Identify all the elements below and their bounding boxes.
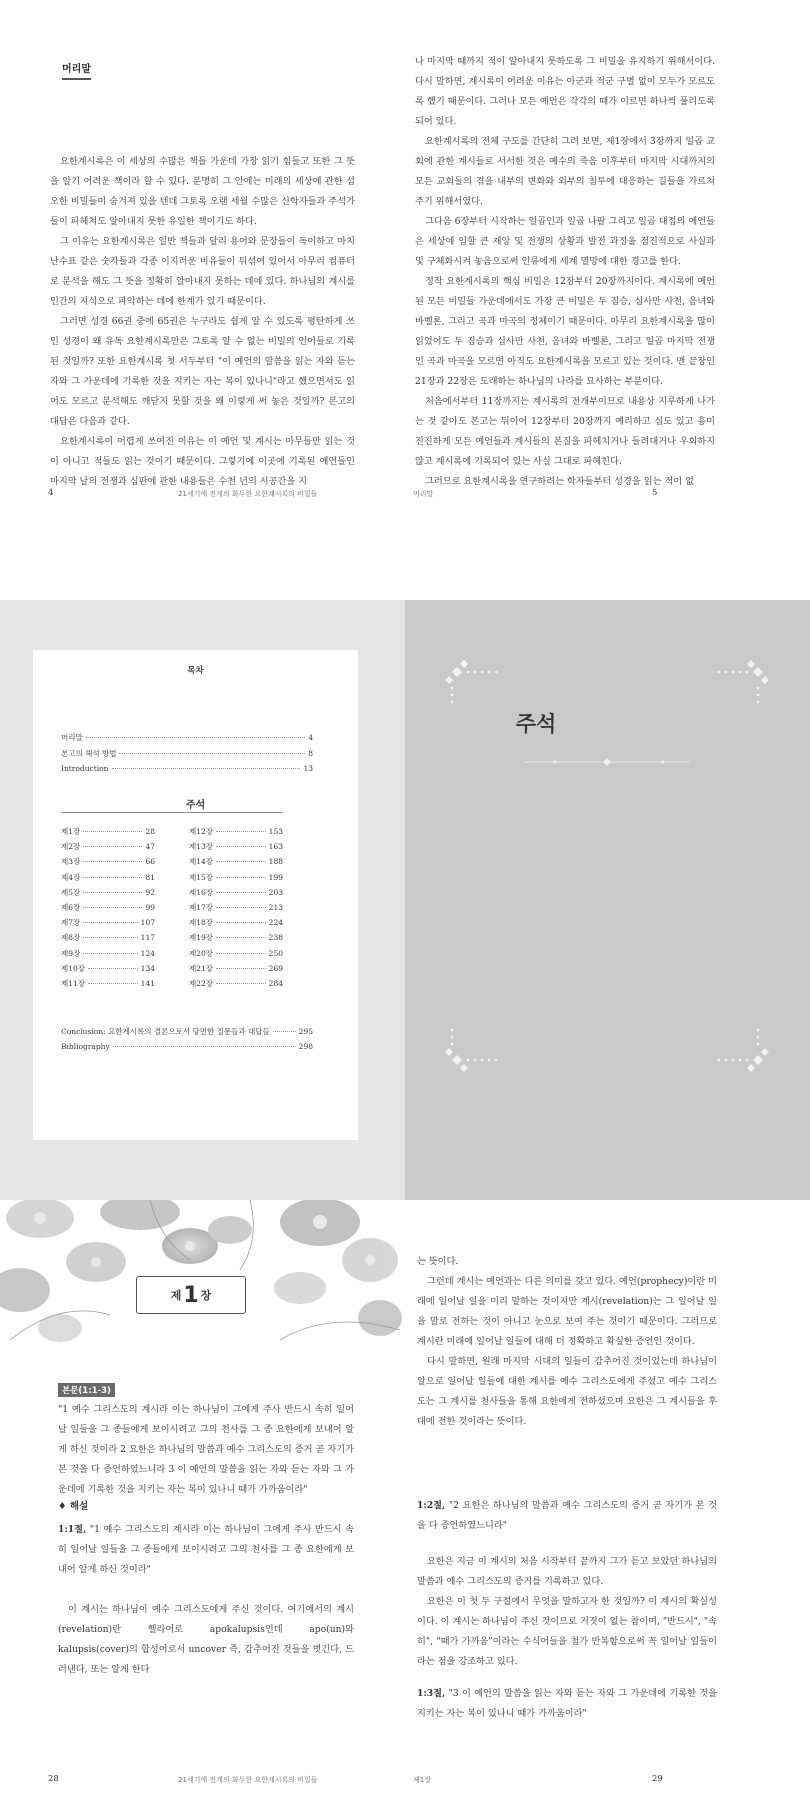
- verse-1-commentary: [58, 1520, 354, 1580]
- toc-entry-page: 8: [308, 749, 313, 758]
- toc-entry-label: 제2장: [61, 842, 81, 852]
- dot-leader: [216, 845, 266, 847]
- toc-entry-label: 제1장: [61, 827, 81, 836]
- corner-ornament-icon: [445, 660, 497, 703]
- running-title: 21세기에 전개의 화두한 요한계시록의 비밀들: [178, 490, 318, 498]
- dot-leader: [86, 736, 305, 738]
- paragraph: 요한은 지금 이 계시의 처음 시작부터 끝까지 그가 듣고 보았던 하나님의 말씀과 예수 그리스도의 증거를 기록하고 있다.: [417, 1556, 717, 1587]
- ornamental-frame: [405, 600, 810, 1200]
- page-preface-right: [405, 0, 810, 600]
- toc-chapter-entry[interactable]: [189, 856, 283, 867]
- dot-leader: [83, 860, 142, 862]
- toc-entry-label: 제19장: [189, 933, 214, 943]
- toc-entry[interactable]: [61, 748, 313, 759]
- toc-entry-page: 213: [268, 903, 283, 912]
- corner-ornament-icon: [718, 660, 769, 703]
- dot-leader: [216, 982, 266, 984]
- corner-ornament-icon: [445, 1029, 497, 1072]
- dot-leader: [216, 952, 266, 954]
- toc-chapter-entry[interactable]: [61, 902, 155, 913]
- toc-entry-label: 제18장: [189, 918, 214, 928]
- toc-entry-page: 284: [268, 979, 283, 988]
- toc-entry-label: Bibliography: [61, 1042, 110, 1051]
- toc-entry-page: 224: [268, 918, 283, 928]
- toc-entry-page: 141: [140, 979, 155, 988]
- dot-leader: [83, 891, 142, 893]
- paragraph: 그다음 6장부터 시작하는 일곱인과 일곱 나팔 그리고 일곱 대접의 예언들은 세상에 임할 큰 재앙 및 전쟁의 상황과 발전 과정을 점진적으로 사실과 및 구체화시켜 놓음으로써 인류에게 세계 멸망에 대한 경고를 한다.: [415, 216, 715, 267]
- toc-entry-label: 제4장: [61, 872, 81, 882]
- paragraph: 요한은 이 첫 두 구절에서 무엇을 말하고자 한 것일까? 이 계시의 확실성이다. 이 계시는 하나님이 주신 것이므로 거짓이 없는 참이며, "반드시", "속히", "때가 가까움"이라는 수식어들을 첨가 반복함으로써 꼭 일어날 일들이라는 점을 강조하고 있다.: [417, 1596, 717, 1667]
- dot-leader: [83, 952, 137, 954]
- toc-chapter-entry[interactable]: [61, 978, 155, 989]
- paragraph: 요한계시록의 전체 구도를 간단히 그려 보면, 제1장에서 3장까지 일곱 교회에 관한 계시들로 서서한 것은 예수의 죽음 이후부터 마지막 시대까지의 모든 교회들의 겪을 내부의 변화와 외부의 침투에 대응하는 길들을 가르쳐 주기 위해서였다.: [415, 136, 715, 207]
- dot-leader: [113, 1045, 296, 1047]
- scripture-label: [58, 1378, 115, 1397]
- toc-chapter-entry[interactable]: [61, 841, 155, 852]
- toc-entry-page: 203: [268, 887, 283, 897]
- verse-label: 1:2절,: [417, 1500, 446, 1511]
- page-section-divider: [405, 600, 810, 1200]
- toc-entry-page: 47: [145, 842, 155, 852]
- toc-entry-page: 298: [298, 1042, 313, 1051]
- paragraph: 그러면 성경 66권 중에 65권은 누구라도 쉽게 알 수 있도록 평탄하게 쓰인 성경이 왜 유독 요한계시록만은 그토록 알 수 없는 비밀의 언어들로 기록된 것일까? 또한 요한계시록 첫 서두부터 "이 예언의 말씀을 읽는 자와 듣는 자와 그 가운데에 기록한 것을 지키는 자는 복이 있나니"라고 했으면서도 읽어도 모르고 분석해도 깨닫지 못할 것을 왜 이렇게 써 놓은 것일까? 본고의 대답은 다음과 같다.: [50, 316, 355, 427]
- toc-entry-label: 제10장: [61, 963, 86, 973]
- toc-chapter-entry[interactable]: [189, 902, 283, 913]
- dot-leader: [83, 845, 142, 847]
- toc-entry-page: 92: [145, 887, 155, 897]
- toc-entry-page: 134: [140, 963, 155, 973]
- dot-leader: [83, 906, 142, 908]
- toc-entry-label: 제12장: [189, 827, 214, 836]
- toc-chapter-entry[interactable]: [189, 932, 283, 943]
- page-preface-left: [0, 0, 405, 600]
- toc-entry-label: 제20장: [189, 948, 214, 958]
- toc-entry[interactable]: [61, 1026, 313, 1037]
- toc-entry-label: 제9장: [61, 948, 81, 958]
- dot-leader: [112, 767, 301, 769]
- toc-chapter-entry[interactable]: [189, 963, 283, 974]
- toc-chapter-entry[interactable]: [189, 841, 283, 852]
- toc-entry-page: 66: [145, 857, 155, 867]
- toc-chapter-entry[interactable]: [61, 932, 155, 943]
- toc-chapter-entry[interactable]: [189, 948, 283, 959]
- toc-entry-page: 124: [140, 948, 155, 958]
- running-title: 머리말: [413, 490, 434, 498]
- toc-entry-page: 238: [268, 933, 283, 943]
- toc-entry-page: 107: [140, 918, 155, 928]
- preface-heading: 머리말: [62, 60, 91, 80]
- toc-entry-label: 제21장: [189, 963, 214, 973]
- paragraph: 는 뜻이다.: [417, 1256, 459, 1267]
- toc-entry-label: 제22장: [189, 979, 214, 988]
- toc-chapter-entry[interactable]: [189, 826, 283, 837]
- toc-entry-page: 199: [268, 872, 283, 882]
- dot-leader: [216, 860, 266, 862]
- toc-entry-label: 머리말: [61, 733, 83, 742]
- toc-entry[interactable]: [61, 1042, 313, 1051]
- dot-leader: [216, 936, 266, 938]
- commentary-heading: ♦ 해설: [58, 1501, 89, 1512]
- toc-chapter-entry[interactable]: [61, 917, 155, 928]
- dot-leader: [83, 921, 137, 923]
- corner-ornament-icon: [718, 1029, 769, 1072]
- page-chapter-1-continued: [405, 1200, 810, 1800]
- verse-text: "1 예수 그리스도의 계시라 이는 하나님이 그에게 주사 반드시 속히 일어날 일들을 그 종들에게 보이시려고 그의 천사를 그 종 요한에게 보내어 알게 하신 것이라": [58, 1524, 355, 1575]
- commentary-paragraph: 이 계시는 하나님이 예수 그리스도에게 주신 것이다. 여기에서의 계시(revelation)란 헬라어로 apokalupsis인데 apo(un)와 kalupsis(cover)의 합성어로서 uncover 즉, 감추어진 것들을 벗긴다, 드러낸다, 또는 알게 한다: [58, 1604, 354, 1675]
- paragraph: 그런데 계시는 예언과는 다른 의미를 갖고 있다. 예언(prophecy)이란 미래에 일어날 일을 미리 말하는 것이지만 계시(revelation)는 그 일어날 일을 말로 전하는 것이 아니고 눈으로 보여 주는 것이기 때문이다. 그러므로 계시란 미래에 일어날 일들에 대해 더 정확하고 확실한 증언인 것이다.: [417, 1276, 717, 1347]
- dot-leader: [216, 906, 266, 908]
- toc-entry-label: Introduction: [61, 764, 109, 773]
- toc-entry[interactable]: [61, 732, 313, 743]
- section-title: 주석: [515, 712, 557, 736]
- dot-leader: [216, 830, 266, 832]
- toc-chapter-entry[interactable]: [61, 948, 155, 959]
- toc-chapter-entry[interactable]: [61, 872, 155, 883]
- toc-entry-page: 188: [268, 857, 283, 867]
- verse-text: "3 이 예언의 말씀을 읽는 자와 듣는 자와 그 가운데에 기록한 것을 지키는 자는 복이 있나니 때가 가까움이라": [417, 1688, 718, 1719]
- paragraph: 처음에서부터 11장까지는 계시록의 전개부이므로 내용상 지루하게 나가는 것 같아도 본고는 뒤이어 12장부터 20장까지 예리하고 심도 있고 흥미진진하게 모든 예언들과 계시들의 본질을 파헤치거나 들려대거나 우회하지 않고 계시록에 기록되어 있는 사실 그대로 파헤친다.: [415, 396, 715, 467]
- toc-chapter-entry[interactable]: [61, 856, 155, 867]
- preface-body-left: [50, 152, 355, 492]
- floral-header-illustration: [0, 1200, 405, 1350]
- title-divider-line: [525, 758, 690, 766]
- toc-entry-label: 제13장: [189, 842, 214, 852]
- chapter-suffix: 장: [200, 1289, 212, 1302]
- dot-leader: [119, 752, 305, 754]
- toc-entry-label: 제16장: [189, 887, 214, 897]
- toc-entry-label: 제17장: [189, 903, 214, 912]
- scripture-text: "1 예수 그리스도의 계시라 이는 하나님이 그에게 주사 반드시 속히 일어날 일들을 그 종들에게 보이시려고 그의 천사를 그 종 요한에게 보내어 알게 하신 것이라 2 요한은 하나님의 말씀과 예수 그리스도의 증거 곧 자기가 본 것을 다 증언하였느니라 3 이 예언의 말씀을 읽는 자와 듣는 자와 그 가운데에 기록한 것을 지키는 자는 복이 있나니 때가 가까움이라": [58, 1404, 354, 1495]
- toc-chapter-entry[interactable]: [189, 872, 283, 883]
- dot-leader: [83, 830, 142, 832]
- preface-body-right: [415, 52, 715, 492]
- page-number: 5: [652, 488, 658, 498]
- paragraph: 그 이유는 요한계시록은 일반 책들과 달리 용어와 문장들이 독이하고 마치 난수표 같은 숫자들과 각종 이지러운 비유들이 뒤섞여 있어서 아무리 컴퓨터로 분석을 해도 그 뜻을 정확히 알아내지 못하는 데에 있다. 하나님의 계시를 인간의 지식으로 파악하는 데에 한계가 있기 때문이다.: [50, 236, 355, 307]
- section-divider: [61, 812, 283, 813]
- toc-entry[interactable]: [61, 764, 313, 773]
- toc-entry-label: 제5장: [61, 887, 81, 897]
- commentary-body: [417, 1252, 717, 1432]
- toc-entry-label: 제6장: [61, 903, 81, 912]
- toc-entry-label: 제3장: [61, 857, 81, 867]
- chapter-prefix: 제: [170, 1289, 182, 1302]
- toc-entry-page: 269: [268, 963, 283, 973]
- toc-entry-label: Conclusion: 요한계시록의 결론으로서 당면한 질문들과 대답들: [61, 1027, 270, 1036]
- page-number: 4: [48, 488, 54, 498]
- toc-entry-page: 28: [145, 827, 155, 836]
- toc-entry-page: 153: [268, 827, 283, 836]
- toc-chapter-entry[interactable]: [61, 826, 155, 837]
- toc-entry-page: 99: [145, 903, 155, 912]
- toc-entry-page: 13: [303, 764, 313, 773]
- dot-leader: [216, 921, 266, 923]
- toc-entry-page: 250: [268, 948, 283, 958]
- dot-leader: [88, 982, 138, 984]
- paragraph: 요한계시록이 어렵게 쓰여진 이유는 이 예언 및 계시는 아무들만 읽는 것이 아니고 적들도 읽는 것이기 때문이다. 그렇기에 이곳에 기록된 예언들인 마지막 날의 전쟁과 심판에 관한 내용들은 수천 년의 시공간을 지: [50, 436, 355, 487]
- toc-entry-page: 4: [308, 733, 313, 742]
- paragraph: 요한계시록은 이 세상의 수많은 책들 가운데 가장 읽기 힘들고 또한 그 뜻을 알기 어려운 책이라 할 수 있다. 분명히 그 안에는 미래의 세상에 관한 섬오한 비밀들이 숨겨져 있을 텐데 그토록 오랜 세월 수많은 신학자들과 주석가들이 파헤쳐도 알아내지 못한 유일한 책이기도 하다.: [50, 156, 355, 227]
- dot-leader: [273, 1030, 296, 1032]
- verse-text: "2 요한은 하나님의 말씀과 예수 그리스도의 증거 곧 자기가 본 것을 다 증언하였느니라": [417, 1500, 718, 1531]
- paragraph: 다시 말하면, 원래 마지막 시대의 일들이 감추어진 것이었는데 하나님이 알으로 일어날 일들에 대한 계시를 예수 그리스도에게 주셨고 예수 그리스도는 그 계시를 천사들을 통해 요한에게 전하셨으며 요한은 그 계시들을 후대에 전한 것이라는 뜻이다.: [417, 1356, 717, 1427]
- dot-leader: [216, 891, 266, 893]
- toc-entry-label: 본고의 해석 방법: [61, 749, 117, 758]
- toc-card: [33, 650, 358, 1140]
- toc-entry-label: 제14장: [189, 857, 214, 867]
- toc-entry-label: 제8장: [61, 933, 81, 943]
- commentary-body-2: [417, 1552, 717, 1672]
- dot-leader: [216, 876, 266, 878]
- dot-leader: [88, 967, 138, 969]
- toc-entry-label: 제15장: [189, 872, 214, 882]
- toc-entry-page: 81: [145, 872, 155, 882]
- toc-chapter-entry[interactable]: [61, 887, 155, 898]
- toc-chapter-entry[interactable]: [61, 963, 155, 974]
- page-chapter-1-start: [0, 1200, 405, 1800]
- toc-entry-label: 제7장: [61, 918, 81, 928]
- dot-leader: [83, 936, 137, 938]
- toc-section-title: 주석: [185, 800, 206, 811]
- running-title: 21세기에 전개의 화두한 요한계시록의 비밀들: [178, 1776, 318, 1784]
- verse-label: 1:3절,: [417, 1688, 446, 1699]
- verse-3-commentary: [417, 1684, 717, 1724]
- paragraph: 그러므로 요한계시록을 연구하려는 학자들부터 성경을 읽는 적이 없: [425, 476, 694, 487]
- toc-chapter-entry[interactable]: [189, 917, 283, 928]
- page-toc: [0, 600, 405, 1200]
- bonmun-badge: 본문(1:1-3): [58, 1383, 115, 1397]
- dot-leader: [216, 967, 266, 969]
- toc-chapter-entry[interactable]: [189, 887, 283, 898]
- verse-2-commentary: [417, 1496, 717, 1536]
- toc-entry-page: 295: [298, 1027, 313, 1036]
- paragraph: 나 마지막 때까지 적이 알아내지 못하도록 그 비밀을 유지하기 위해서이다. 다시 말하면, 계시록이 어려운 이유는 아군과 적군 구별 없이 모두가 모르도록 했기 때문이다. 그러나 모든 예언은 각각의 때가 이르면 하나씩 풀리도록 되어 있다.: [415, 56, 715, 127]
- page-number: 29: [652, 1774, 663, 1784]
- toc-title: 목차: [187, 666, 204, 676]
- paragraph: 정작 요한계시록의 핵심 비밀은 12장부터 20장까지이다. 계시록에 예언된 모든 비밀들 가운데에서도 가장 큰 비밀은 두 짐승, 심사만 사천, 음녀와 바벨론, 그리고 곡과 마곡의 정체이기 때문이다. 아무리 요한계시록을 많이 읽었어도 두 짐승과 십사만 사천, 음녀와 바벨론, 그리고 일곱 마지막 전쟁인 곡과 마곡을 모르면 아직도 요한계시록을 모르고 있는 것이다. 맨 끝장인 21장과 22장은 도래하는 하나님의 나라를 묘사하는 부분이다.: [415, 276, 715, 387]
- toc-entry-page: 117: [140, 933, 155, 943]
- chapter-number: 1: [183, 1282, 199, 1308]
- chapter-title: [136, 1276, 246, 1314]
- dot-leader: [83, 876, 142, 878]
- toc-entry-label: 제11장: [61, 979, 86, 988]
- verse-label: 1:1절,: [58, 1524, 87, 1535]
- toc-entry-page: 163: [268, 842, 283, 852]
- toc-chapter-entry[interactable]: [189, 978, 283, 989]
- page-number: 28: [48, 1774, 59, 1784]
- running-title: 제1장: [413, 1776, 431, 1784]
